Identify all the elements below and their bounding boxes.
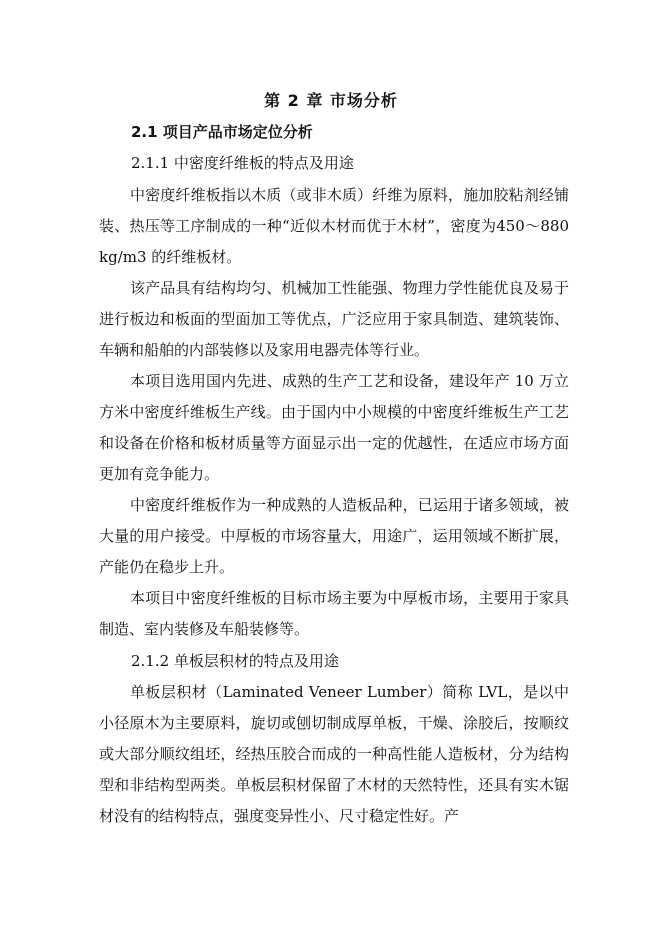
subsection-heading-lvl: 2.1.2 单板层积材的特点及用途 [131, 652, 339, 670]
subsection-heading-mdf: 2.1.1 中密度纤维板的特点及用途 [131, 154, 354, 172]
paragraph: 本项目选用国内先进、成熟的生产工艺和设备，建设年产 10 万立方米中密度纤维板生产线。由于国内中小规模的中密度纤维板生产工艺和设备在价格和板材质量等方面显示出一定的优越性，在适应市场方面更加有竞争能力。 [99, 372, 569, 483]
paragraph: 该产品具有结构均匀、机械加工性能强、物理力学性能优良及易于进行板边和板面的型面加工等优点，广泛应用于家具制造、建筑装饰、车辆和船舶的内部装修以及家用电器壳体等行业。 [99, 279, 569, 359]
section-heading: 2.1 项目产品市场定位分析 [131, 123, 313, 141]
paragraph: 中密度纤维板作为一种成熟的人造板品种，已运用于诸多领域，被大量的用户接受。中厚板的市场容量大，用途广，运用领域不断扩展，产能仍在稳步上升。 [99, 496, 569, 576]
paragraph: 单板层积材（Laminated Veneer Lumber）简称 LVL，是以中小径原木为主要原料，旋切或刨切制成厚单板，干燥、涂胶后，按顺纹或大部分顺纹组坯，经热压胶合而成的一种高性能人造板材，分为结构型和非结构型两类。单板层积材保留了木材的天然特性，还具有实木锯材没有的结构特点，强度变异性小、尺寸稳定性好。产 [99, 683, 569, 825]
paragraph: 本项目中密度纤维板的目标市场主要为中厚板市场，主要用于家具制造、室内装修及车船装修等。 [99, 589, 569, 638]
paragraph: 中密度纤维板指以木质（或非木质）纤维为原料，施加胶粘剂经铺装、热压等工序制成的一种“近似木材而优于木材”，密度为450～880 kg/m3 的纤维板材。 [99, 186, 569, 266]
chapter-title: 第 2 章 市场分析 [264, 91, 398, 110]
